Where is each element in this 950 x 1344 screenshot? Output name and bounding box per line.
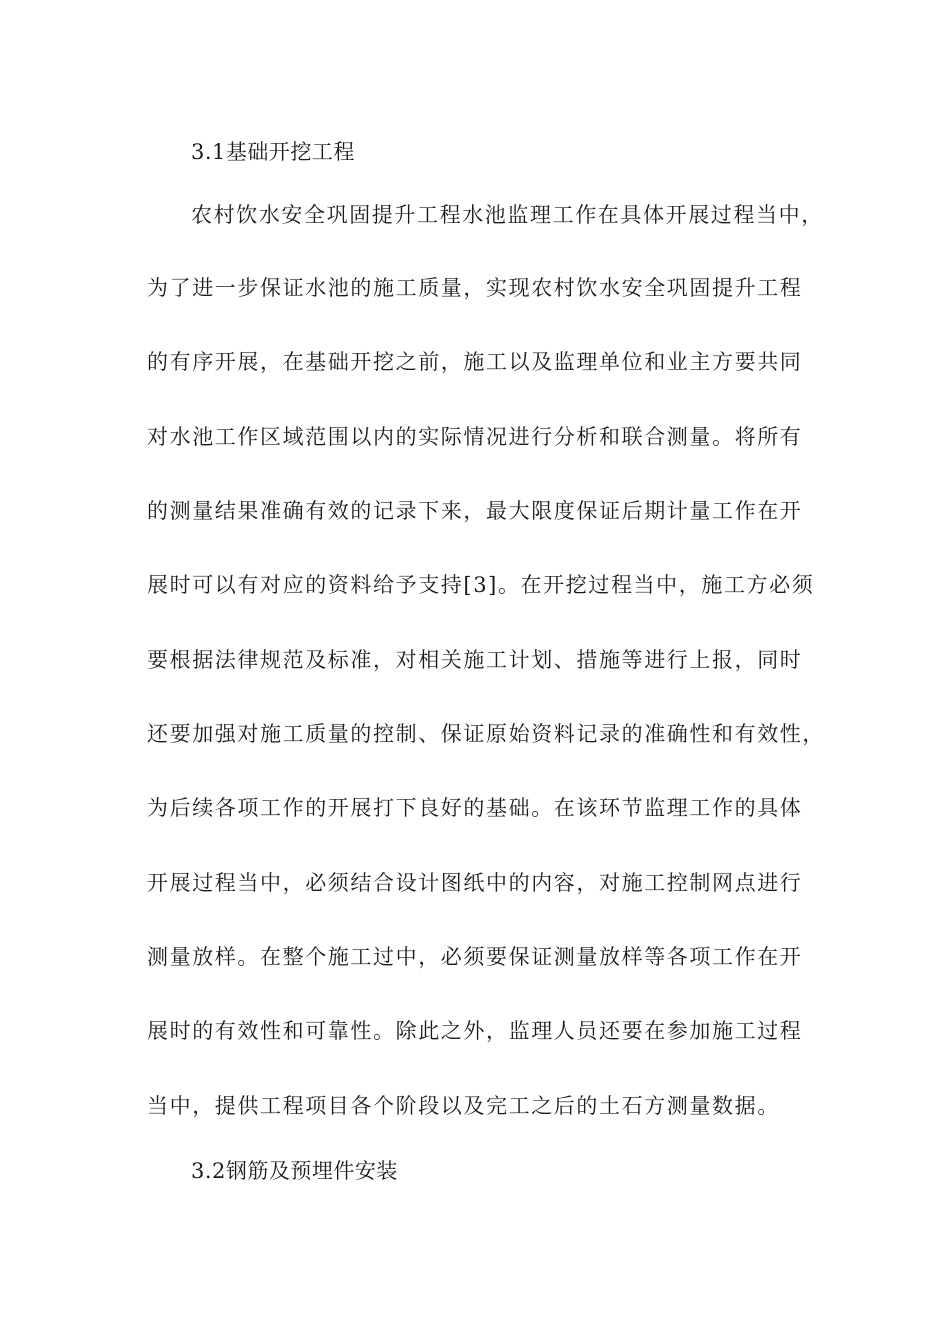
paragraph-line: 为了进一步保证水池的施工质量，实现农村饮水安全巩固提升工程 (147, 276, 803, 300)
paragraph-line: 为后续各项工作的开展打下良好的基础。在该环节监理工作的具体 (147, 796, 803, 820)
paragraph-line: 展时可以有对应的资料给予支持[3]。在开挖过程当中，施工方必须 (147, 573, 815, 597)
paragraph-line: 要根据法律规范及标准，对相关施工计划、措施等进行上报，同时 (147, 648, 803, 672)
paragraph-line: 对水池工作区域范围以内的实际情况进行分析和联合测量。将所有 (147, 425, 803, 449)
paragraph-line: 当中，提供工程项目各个阶段以及完工之后的土石方测量数据。 (147, 1094, 780, 1118)
section-heading-3-2: 3.2钢筋及预埋件安装 (191, 1159, 398, 1183)
section-heading-3-1: 3.1基础开挖工程 (191, 140, 355, 164)
paragraph-line: 还要加强对施工质量的控制、保证原始资料记录的准确性和有效性， (147, 722, 825, 746)
paragraph-line: 展时的有效性和可靠性。除此之外，监理人员还要在参加施工过程 (147, 1019, 803, 1043)
paragraph-line: 开展过程当中，必须结合设计图纸中的内容，对施工控制网点进行 (147, 871, 803, 895)
paragraph-line: 的有序开展，在基础开挖之前，施工以及监理单位和业主方要共同 (147, 350, 803, 374)
paragraph-line: 测量放样。在整个施工过中，必须要保证测量放样等各项工作在开 (147, 945, 803, 969)
paragraph-line: 农村饮水安全巩固提升工程水池监理工作在具体开展过程当中， (191, 203, 824, 227)
paragraph-line: 的测量结果准确有效的记录下来，最大限度保证后期计量工作在开 (147, 499, 803, 523)
